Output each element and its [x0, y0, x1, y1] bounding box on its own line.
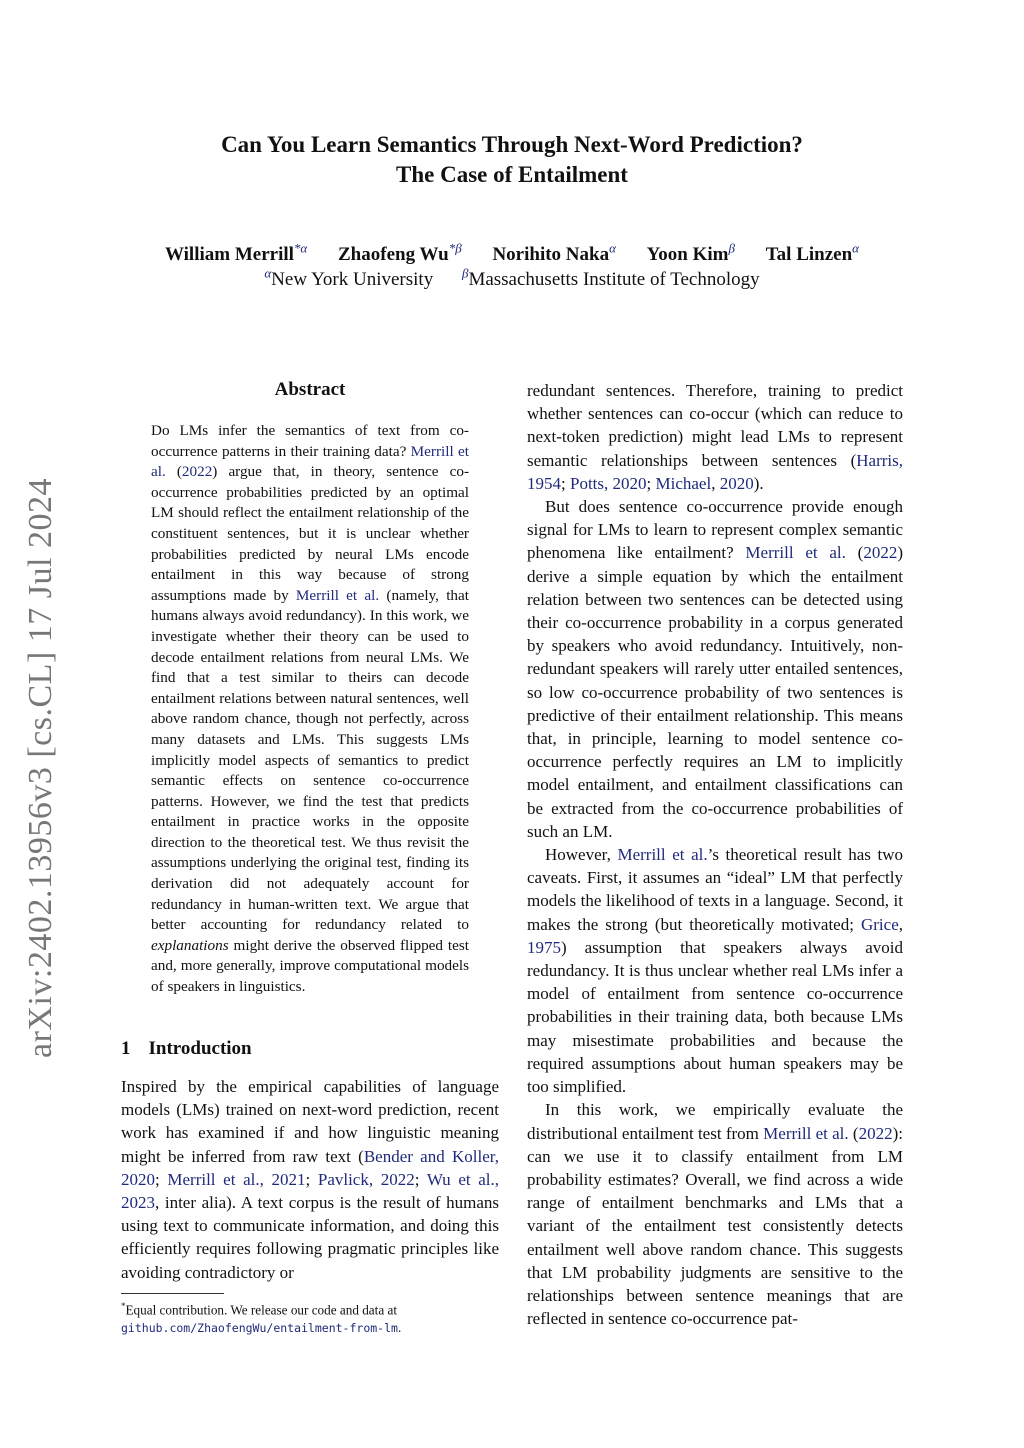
footnote-mark: * — [121, 1301, 126, 1311]
citation-link[interactable]: Merrill et al., 2021 — [167, 1169, 306, 1189]
abstract-body — [151, 421, 469, 998]
paragraph — [121, 1075, 499, 1284]
affiliations — [0, 261, 1024, 293]
paragraph — [527, 843, 903, 1098]
author-name: Norihito Naka — [492, 244, 610, 266]
author-mark: *β — [448, 241, 462, 256]
body-text: ): can we use it to classify entailment from LM probability estimates? Overall, we find across a wide range of entailment benchmarks and LMs that a variant of the entailment test consistently detects entailment well above random chance. This suggests that LM probability judgments are sensitive to the relationships between sentence meanings that are reflected in sentence co-occurrence pat- — [527, 1123, 903, 1329]
abstract-text: might derive the observed flipped test and, more generally, improve computational models of speakers in linguistics. — [151, 936, 469, 996]
footnote-end: . — [397, 1320, 402, 1336]
citation-link[interactable]: Merrill et al. — [745, 543, 846, 563]
abstract-text: Do LMs infer the semantics of text from co-occurrence patterns in their training data? — [151, 422, 469, 460]
author-mark: α — [609, 241, 616, 256]
author-mark: α — [852, 241, 859, 256]
citation-link[interactable]: Bender and Koller, 2020 — [121, 1146, 499, 1189]
author-name: William Merrill — [165, 244, 294, 266]
section-heading — [121, 1038, 252, 1060]
footnote — [121, 1297, 501, 1337]
abstract-heading: Abstract — [274, 379, 346, 400]
citation-link[interactable]: 1975 — [527, 937, 561, 957]
section-title: Introduction — [148, 1038, 252, 1059]
separator: ; — [414, 1169, 427, 1189]
separator: , — [898, 914, 903, 934]
author-mark: β — [728, 241, 735, 256]
code-repo-link[interactable]: github.com/ZhaofengWu/entailment-from-lm — [121, 1321, 398, 1336]
body-text: ( — [848, 1123, 859, 1143]
paper-title — [0, 130, 1024, 190]
citation-link[interactable]: Potts, 2020 — [569, 473, 647, 493]
paragraph — [527, 495, 903, 843]
citation-link[interactable]: Merrill et al. — [295, 586, 380, 604]
arxiv-identifier: arXiv:2402.13956v3 [cs.CL] 17 Jul 2024 — [22, 478, 59, 1058]
affiliation — [264, 266, 434, 291]
author-name: Tal Linzen — [765, 244, 853, 266]
author-name: Yoon Kim — [646, 244, 729, 266]
right-column — [527, 379, 903, 1330]
affiliation — [461, 266, 760, 291]
citation-link[interactable]: 2022 — [858, 1123, 893, 1143]
abstract-text: ( — [165, 463, 182, 481]
separator: , — [711, 473, 720, 493]
body-text: , inter alia). A text corpus is the result of humans using text to communicate information, and doing this efficiently requires following pragmatic principles like avoiding contradictory or — [121, 1193, 499, 1282]
title-line-1: Can You Learn Semantics Through Next-Word Prediction? — [221, 132, 803, 157]
abstract-emphasis: explanations — [151, 936, 229, 954]
author-mark: *α — [293, 241, 308, 256]
affiliation-name: New York University — [271, 269, 434, 291]
body-text: ). — [753, 473, 764, 493]
separator: ; — [646, 473, 656, 493]
citation-link[interactable]: Pavlick, 2022 — [317, 1169, 415, 1189]
separator: ; — [305, 1169, 318, 1189]
affiliation-mark: β — [461, 266, 469, 281]
body-text: In this work, we empirically evaluate the distributional entailment test from — [527, 1100, 903, 1143]
body-text: ) assumption that speakers always avoid redundancy. It is thus unclear whether real LMs infer a model of entailment from sentence co-occurrence probabilities in their training data, both because LMs may misestimate probabilities and because the required assumptions about human speakers may be too simplified. — [527, 937, 903, 1097]
abstract-text: ) argue that, in theory, sentence co-occurrence probabilities predicted by an optimal LM should reflect the entailment relationship of the constituent sentences, but it is unclear whether probabilities predicted by neural LMs encode entailment in this way because of strong assumptions made by — [151, 463, 469, 604]
body-text: ’s theoretical result has two caveats. First, it assumes an “ideal” LM that perfectly models the likelihood of texts in a language. Second, it makes the strong (but theoretically motivated; — [527, 845, 903, 934]
intro-left-column — [121, 1075, 499, 1284]
separator: ; — [561, 473, 570, 493]
paragraph — [527, 379, 903, 495]
citation-link[interactable]: Wu et al., 2023 — [121, 1169, 499, 1213]
paragraph — [527, 1098, 903, 1330]
citation-link[interactable]: 2020 — [719, 473, 754, 493]
title-line-2: The Case of Entailment — [396, 162, 628, 187]
citation-link[interactable]: Harris, 1954 — [527, 450, 903, 493]
author-name: Zhaofeng Wu — [338, 244, 449, 266]
body-text: redundant sentences. Therefore, training to predict whether sentences can co-occur (which can reduce to next-token prediction) might lead LMs to represent semantic relationships between sentences ( — [527, 381, 903, 470]
body-text: But does sentence co-occurrence provide enough signal for LMs to learn to represent complex semantic phenomena like entailment? — [527, 497, 903, 563]
section-number: 1 — [121, 1038, 131, 1059]
footnote-text: Equal contribution. We release our code and data at — [125, 1302, 397, 1318]
citation-link[interactable]: Grice — [860, 914, 899, 934]
body-text: ) derive a simple equation by which the entailment relation between two sentences can be detected using their co-occurrence probability in a corpus generated by speakers who avoid redundancy. Intuitively, non-redundant speakers will rarely utter entailed sentences, so low co-occurrence probability of two sentences is predictive of their entailment relationship. This means that, in principle, learning to model sentence co-occurrence perfectly requires an LM to implicitly model entailment, and entailment classifications can be extracted from the co-occurrence probabilities of such an LM. — [527, 543, 903, 841]
citation-link[interactable]: 2022 — [863, 543, 898, 563]
citation-link[interactable]: Merrill et al. — [763, 1123, 849, 1143]
affiliation-mark: α — [264, 266, 272, 281]
citation-link[interactable]: Merrill et al. — [151, 442, 469, 481]
citation-link[interactable]: Michael — [655, 473, 712, 493]
body-text: Inspired by the empirical capabilities of language models (LMs) trained on next-word prediction, recent work has examined if and how linguistic meaning might be inferred from raw text ( — [121, 1077, 499, 1166]
separator: ; — [155, 1169, 168, 1189]
footnote-rule — [121, 1293, 224, 1294]
citation-link[interactable]: 2022 — [181, 463, 213, 481]
affiliation-name: Massachusetts Institute of Technology — [468, 269, 760, 291]
body-text: However, — [545, 845, 618, 865]
body-text: ( — [845, 543, 864, 563]
abstract-text: (namely, that humans always avoid redundancy). In this work, we investigate whether their theory can be used to decode entailment relations from neural LMs. We find that a test similar to theirs can decode entailment relations between natural sentences, well above random chance, though not perfectly, across many datasets and LMs. This suggests LMs implicitly model aspects of semantics to predict semantic effects on sentence co-occurrence patterns. However, we find the test that predicts entailment in practice works in the opposite direction to the theoretical test. We thus revisit the assumptions underlying the original test, finding its derivation did not adequately account for redundancy in human-written text. We argue that better accounting for redundancy related to — [151, 586, 469, 934]
citation-link[interactable]: Merrill et al. — [617, 845, 708, 865]
